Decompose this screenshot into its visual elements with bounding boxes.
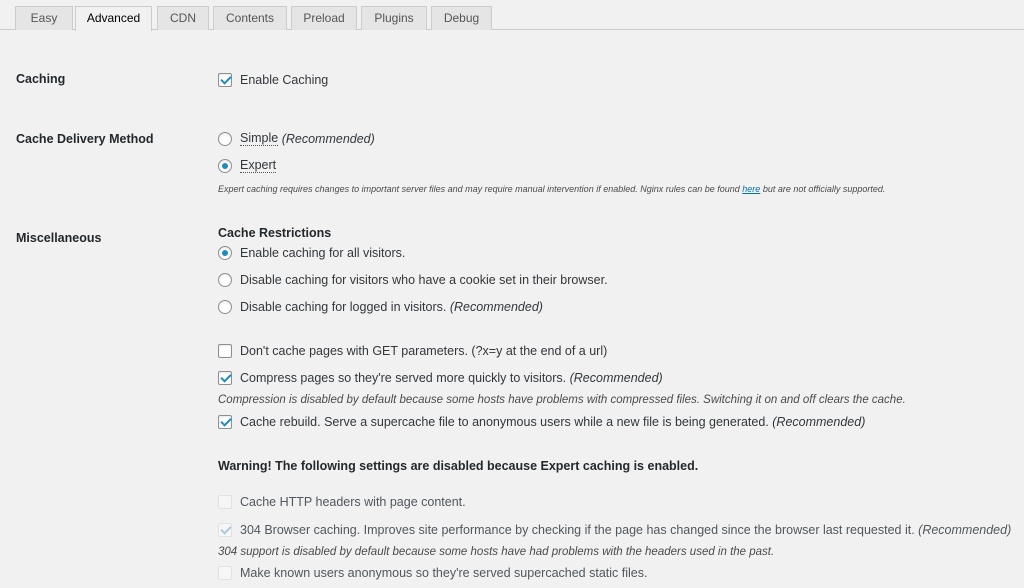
delivery-simple-option[interactable] [218, 131, 375, 146]
settings-tabs [0, 0, 1024, 30]
miscellaneous-label: Miscellaneous [16, 231, 102, 245]
delivery-expert-label: Expert [240, 158, 277, 172]
restriction-cookie-label: Disable caching for visitors who have a cookie set in their browser. [240, 273, 608, 287]
expert-caching-note [218, 184, 885, 194]
restriction-logged-in-option[interactable] [218, 300, 543, 314]
browser-304-checkbox [218, 523, 232, 537]
anonymous-users-option [218, 566, 647, 580]
compress-option[interactable] [218, 371, 663, 385]
tab-contents[interactable]: Contents [213, 6, 287, 30]
enable-caching-option[interactable] [218, 73, 328, 87]
tab-preload[interactable]: Preload [291, 6, 357, 30]
delivery-simple-radio[interactable] [218, 132, 232, 146]
expert-note-text: Expert caching requires changes to important server files and may require manual intervention if enabled. Nginx rules can be found [218, 184, 743, 194]
delivery-simple-label: Simple [240, 131, 279, 145]
get-params-label: Don't cache pages with GET parameters. (?x=y at the end of a url) [240, 344, 608, 358]
http-headers-checkbox [218, 495, 232, 509]
http-headers-label: Cache HTTP headers with page content. [240, 495, 466, 509]
expert-warning: Warning! The following settings are disabled because Expert caching is enabled. [218, 459, 699, 473]
restriction-all-visitors-radio[interactable] [218, 246, 232, 260]
enable-caching-label: Enable Caching [240, 73, 329, 87]
tab-debug[interactable]: Debug [431, 6, 492, 30]
restriction-cookie-option[interactable] [218, 273, 608, 287]
restriction-all-visitors-option[interactable] [218, 246, 405, 260]
tab-advanced[interactable]: Advanced [75, 6, 152, 31]
anonymous-users-checkbox [218, 566, 232, 580]
compress-checkbox[interactable] [218, 371, 232, 385]
tab-cdn[interactable]: CDN [157, 6, 209, 30]
compress-label: Compress pages so they're served more quickly to visitors. [240, 371, 567, 385]
delivery-expert-radio[interactable] [218, 159, 232, 173]
cache-delivery-label: Cache Delivery Method [16, 132, 154, 146]
delivery-expert-option[interactable] [218, 158, 276, 173]
cache-rebuild-recommended: (Recommended) [772, 415, 866, 429]
restriction-all-visitors-label: Enable caching for all visitors. [240, 246, 406, 260]
restriction-logged-in-label: Disable caching for logged in visitors. [240, 300, 447, 314]
http-headers-option [218, 495, 466, 509]
anonymous-users-label: Make known users anonymous so they're served supercached static files. [240, 566, 648, 580]
support-304-note: 304 support is disabled by default because some hosts have had problems with the headers used in the past. [218, 546, 775, 558]
tab-easy[interactable]: Easy [15, 6, 73, 30]
restriction-cookie-radio[interactable] [218, 273, 232, 287]
cache-rebuild-option[interactable] [218, 415, 865, 429]
delivery-simple-recommended: (Recommended) [281, 131, 375, 146]
compression-note: Compression is disabled by default because some hosts have problems with compressed files. Switching it on and off clears the cache. [218, 394, 906, 406]
compress-recommended: (Recommended) [569, 371, 663, 385]
get-params-checkbox[interactable] [218, 344, 232, 358]
cache-rebuild-label: Cache rebuild. Serve a supercache file to anonymous users while a new file is being generated. [240, 415, 769, 429]
browser-304-label: 304 Browser caching. Improves site performance by checking if the page has changed since the browser last requested it. [240, 523, 915, 537]
restriction-logged-in-radio[interactable] [218, 300, 232, 314]
cache-rebuild-checkbox[interactable] [218, 415, 232, 429]
tab-plugins[interactable]: Plugins [361, 6, 427, 30]
cache-restrictions-heading: Cache Restrictions [218, 226, 332, 240]
enable-caching-checkbox[interactable] [218, 73, 232, 87]
caching-label: Caching [16, 72, 66, 86]
browser-304-recommended: (Recommended) [918, 523, 1012, 537]
restriction-logged-in-recommended: (Recommended) [449, 300, 543, 314]
nginx-rules-link[interactable]: here [742, 184, 761, 194]
expert-note-text-end: but are not officially supported. [760, 184, 886, 194]
get-params-option[interactable] [218, 344, 607, 358]
browser-304-option [218, 523, 1011, 537]
